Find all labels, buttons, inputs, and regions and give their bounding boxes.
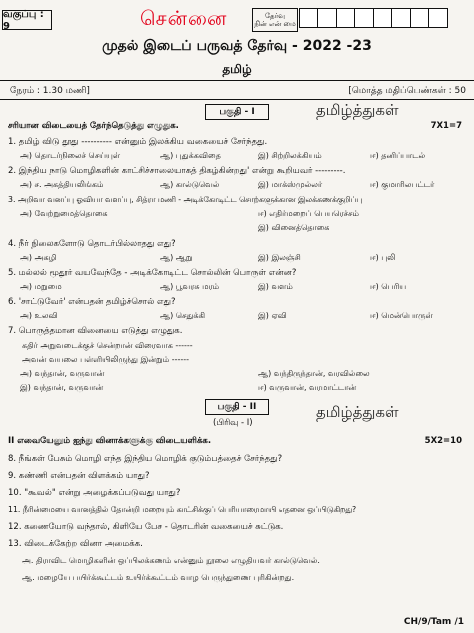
- register-number-boxes: [300, 8, 448, 28]
- part2-label: பகுதி - II: [205, 399, 269, 415]
- q2-option-c: இ) மாக்ஸ்முல்லர்: [258, 180, 323, 189]
- q6-option-b: ஆ) செதுக்கி: [160, 311, 206, 320]
- q13-sub-a: அ. திராவிட மொழிகளின் ஒப்பிலக்கணம் என்னும் நூலை எழுதியவர் கால்டுவெல்.: [22, 556, 320, 565]
- q5-option-d: ஈ) பெரிய: [370, 282, 407, 291]
- question-13: 13. விடைக்கேற்ற வினா அமைக்க.: [8, 539, 143, 549]
- question-10: 10. "கூவல்" என்று அழைக்கப்படுவது யாது?: [8, 488, 181, 498]
- question-2: 2. இந்திய நாடு மொழிகளின் காட்சிச்சாலையாகத் திகழ்கின்றது' என்று கூறியவர் ---------.: [8, 166, 346, 176]
- q2-option-a: அ) ச. அகத்தியலிங்கம்: [20, 180, 104, 189]
- part1-label: பகுதி - I: [205, 104, 269, 120]
- reg-box: [391, 8, 411, 28]
- part1-marks: 7X1=7: [430, 121, 462, 131]
- city-name: சென்னை: [140, 6, 228, 30]
- grade-label: வகுப்பு : 9: [2, 10, 52, 30]
- part1-instruction: சரியான விடையைத் தேர்ந்தெடுத்து எழுதுக.: [8, 121, 179, 131]
- logo-top-text: தேர்வு: [265, 12, 285, 20]
- q6-option-d: ஈ) மென்பொருள்: [370, 311, 433, 320]
- q7-line-2: அவன் வயலை பள்ளியிலிருந்து இன்றும் ------: [22, 355, 190, 364]
- q7-option-b: ஆ) வந்திருந்தான், வரவில்லை: [258, 369, 370, 378]
- q5-option-c: இ) வளம்: [258, 282, 293, 291]
- time-label: நேரம் : 1.30 மணி]: [10, 86, 90, 96]
- q6-option-a: அ) உலவி: [20, 311, 58, 320]
- reg-box: [410, 8, 430, 28]
- watermark-text: தமிழ்த்துகள்: [316, 403, 399, 421]
- q1-option-b: ஆ) புதுக்கவிதை: [160, 151, 221, 160]
- q4-option-c: இ) இலஞ்சி: [258, 253, 301, 262]
- reg-box: [373, 8, 393, 28]
- question-7: 7. பொருத்தமான வினையை எடுத்து எழுதுக.: [8, 326, 183, 336]
- watermark-text: தமிழ்த்துகள்: [316, 101, 399, 119]
- question-4: 4. நீர் நிலைகளோடு தொடர்பில்லாதது எது?: [8, 239, 176, 249]
- question-3: 3. அறிவா வனப்பு ஓவியா வளப்பு, சித்ரா மணி - அடிக்கோடிட்ட சொற்களுக்கான இலக்கணக்குறிப்பு: [8, 195, 363, 204]
- logo-bottom-text: நின் என் மை: [254, 20, 296, 28]
- q2-option-b: ஆ) கால்டுவெல்: [160, 180, 220, 189]
- subject-title: தமிழ்: [222, 62, 252, 76]
- question-5: 5. மல்லல் மூதூர் வயவேந்தே - அடிக்கோடிட்ட சொல்லின் பொருள் என்ன?: [8, 268, 297, 278]
- q7-option-a: அ) வந்தான், வருவான்: [20, 369, 105, 378]
- q1-option-a: அ) தொடர்நிலைச் செய்யுள்: [20, 151, 121, 160]
- exam-title: முதல் இடைப் பருவத் தேர்வு - 2022 -23: [102, 38, 372, 54]
- q4-option-d: ஈ) புலி: [370, 253, 396, 262]
- part2-section: (பிரிவு - I): [213, 418, 253, 428]
- reg-box: [336, 8, 356, 28]
- q1-option-d: ஈ) தனிப்பாடல்: [370, 151, 426, 160]
- reg-box: [428, 8, 448, 28]
- q3-option-a: அ) வேற்றுமைத்தொகை: [20, 209, 108, 218]
- exam-logo: [252, 8, 298, 32]
- question-12: 12. கணையோடு வந்தால், கிளியே பேச - தொடரின் வகையைச் சுட்டுக.: [8, 522, 284, 532]
- q4-option-b: ஆ) ஆறு: [160, 253, 193, 262]
- q7-option-c: இ) வந்தான், வருவான்: [20, 383, 104, 392]
- q7-option-d: ஈ) வருவான், வரமாட்டான்: [258, 383, 357, 392]
- divider: [0, 99, 474, 100]
- part2-instruction: II எவையேனும் ஐந்து வினாக்களுக்கு விடையளிக்க.: [8, 436, 212, 446]
- q13-sub-b: ஆ. மழையே பயிர்க்கூட்டம் உயிர்க்கூட்டம் வாழ பெருந்துணை புரிகின்றது.: [22, 573, 295, 582]
- question-9: 9. கண்ணி என்பதன் விளக்கம் யாது?: [8, 471, 150, 481]
- reg-box: [317, 8, 337, 28]
- reg-box: [354, 8, 374, 28]
- question-1: 1. தமிழ் விடு தூது ---------- என்னும் இலக்கிய வகையைச் சேர்ந்தது.: [8, 137, 268, 147]
- q3-option-c: இ) வினைத்தொகை: [258, 223, 330, 232]
- q5-option-b: ஆ) பூவரசு மரம்: [160, 282, 220, 291]
- q2-option-d: ஈ) குமாரிலபட்டர்: [370, 180, 435, 189]
- reg-box: [299, 8, 319, 28]
- total-marks: [மொத்த மதிப்பெண்கள் : 50: [348, 86, 466, 96]
- question-11: 11. நீரின்மையை வானத்தில் தோன்றி மறையும் காட்சிக்குப் பெரியாரைமாயி எதனை ஒப்பிடுகிறது?: [8, 505, 357, 514]
- q5-option-a: அ) மறுமை: [20, 282, 62, 291]
- q1-option-c: இ) சிற்றிலக்கியம்: [258, 151, 322, 160]
- q7-line-1: கதிர் அறுவடைக்குச் சென்றான் விரைவாக ------: [22, 341, 193, 350]
- q4-option-a: அ) அகழி: [20, 253, 57, 262]
- q3-option-b: ஈ) எதிர்மறைப் பெயரெச்சம்: [258, 209, 359, 218]
- divider: [0, 80, 474, 81]
- part2-marks: 5X2=10: [424, 436, 462, 446]
- q6-option-c: இ) ஏவி: [258, 311, 287, 320]
- question-8: 8. நீங்கள் பேசும் மொழி எந்த இந்திய மொழிக் குடும்பத்தைச் சேர்ந்தது?: [8, 454, 283, 464]
- question-6: 6. 'சாட்டுவேர்' என்பதன் தமிழ்ச்சொல் எது?: [8, 297, 176, 307]
- page-footer-code: CH/9/Tam /1: [403, 617, 464, 627]
